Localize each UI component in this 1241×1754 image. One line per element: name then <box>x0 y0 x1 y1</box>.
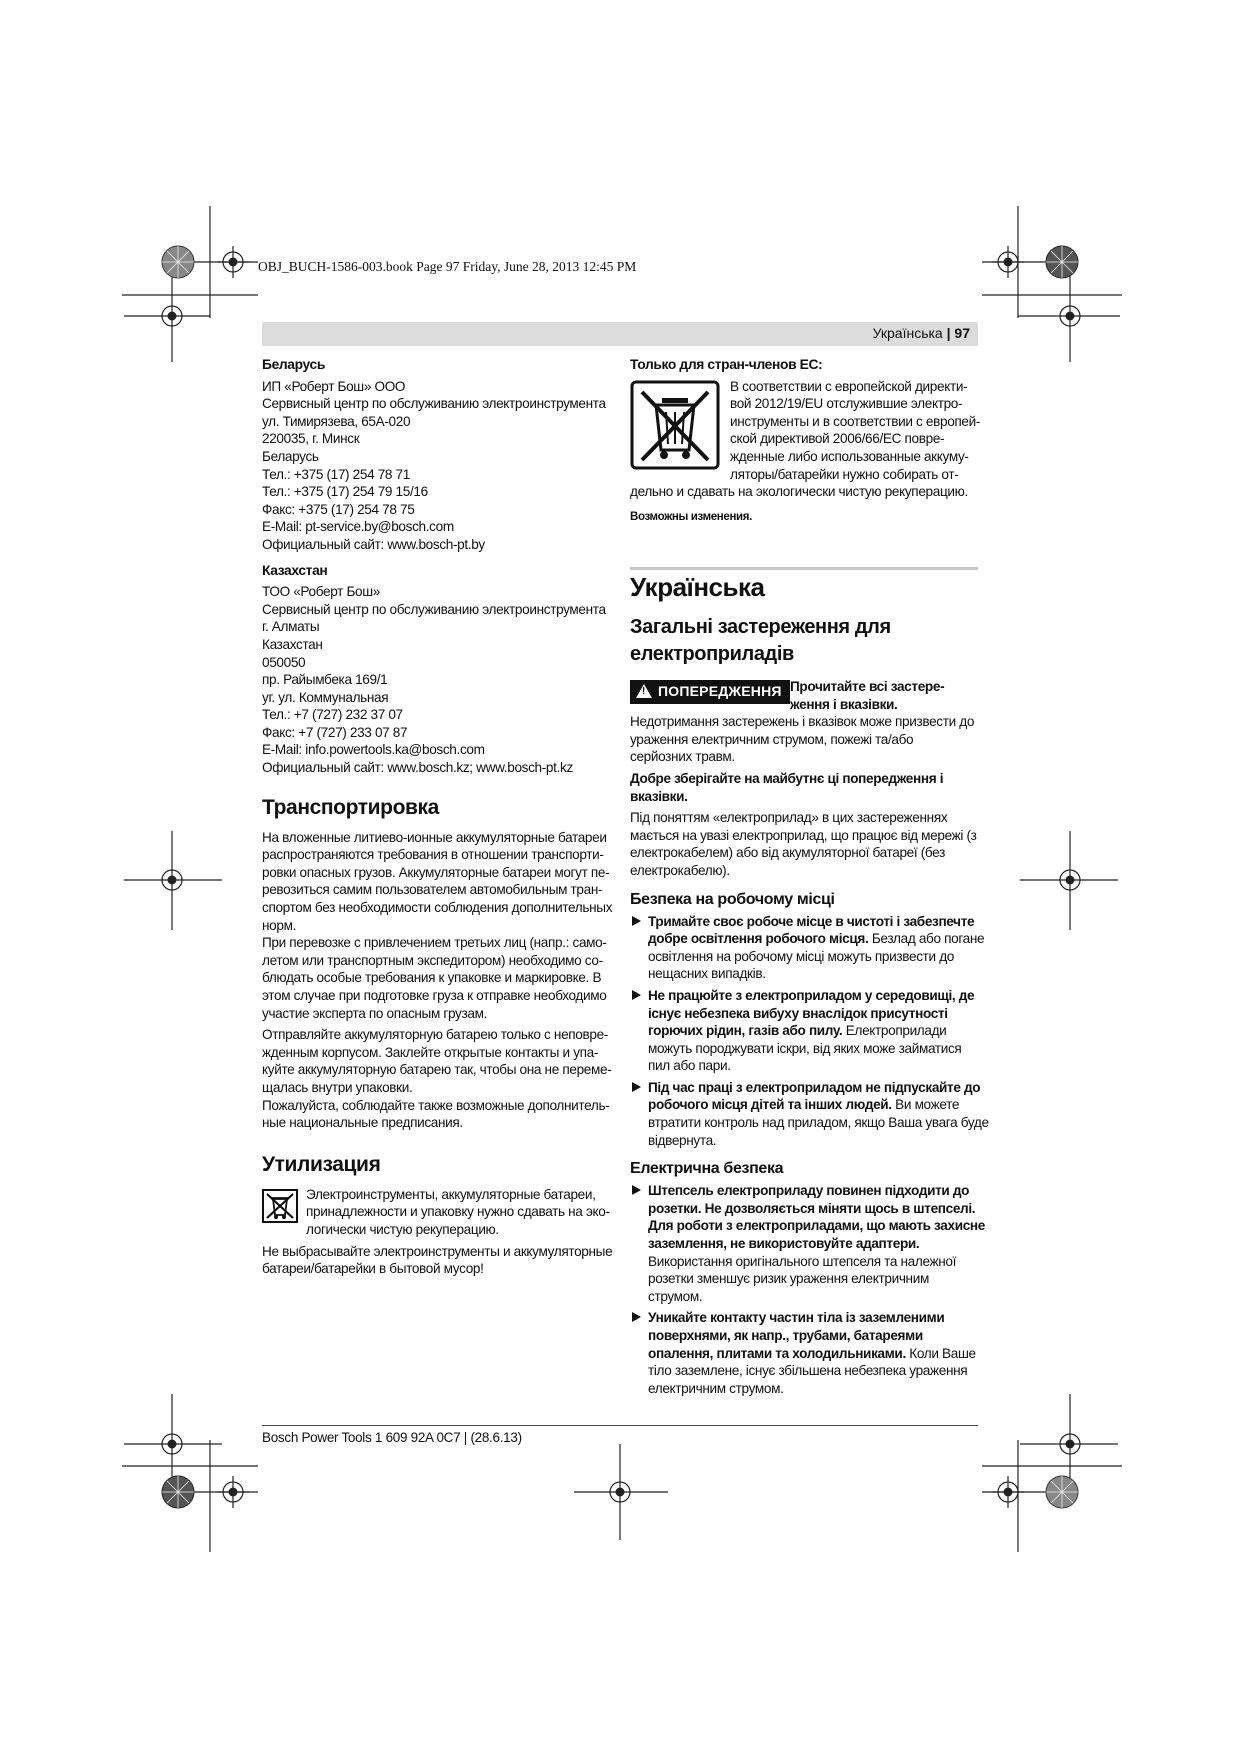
bullet-item <box>630 1079 989 1149</box>
heading-line: Загальні застереження для <box>630 616 891 638</box>
text-line: Недотримання застережень і вказівок може призвести до <box>630 714 975 730</box>
transport-paragraph <box>262 829 612 935</box>
text-line: Тримайте своє робоче місце в чистоті і забезпечте <box>648 913 975 929</box>
text-line: Штепсель електроприладу повинен підходити до <box>648 1183 970 1199</box>
kazakhstan-line: Сервисный центр по обслуживанию электроинструмента <box>262 601 606 617</box>
crossed-bin-icon <box>630 380 720 470</box>
header-text <box>873 325 970 341</box>
text-line: робочого місця дітей та інших людей. <box>648 1097 892 1113</box>
text-line: При перевозке с привлечением третьих лиц (напр.: само- <box>262 935 607 951</box>
text-line: ляторы/батарейки нужно собирать от- <box>730 466 959 482</box>
section-rule <box>630 567 978 570</box>
text-line: тіло заземлене, існує збільшена небезпека ураження <box>648 1363 968 1379</box>
text-line: Під час праці з електроприладом не підпускайте до <box>648 1079 981 1095</box>
text-line: Уникайте контакту частин тіла із заземленими <box>648 1310 945 1326</box>
text-line: струмом. <box>648 1288 703 1304</box>
print-info: OBJ_BUCH-1586-003.book Page 97 Friday, June 28, 2013 12:45 PM <box>258 259 637 274</box>
text-line: жденным корпусом. Заклейте открытые контакты и упа- <box>262 1044 599 1060</box>
belarus-line: ИП «Роберт Бош» ООО <box>262 378 406 394</box>
text-line: серйозних травм. <box>630 749 735 765</box>
belarus-line: Официальный сайт: www.bosch-pt.by <box>262 536 485 552</box>
text-line: логически чистую рекуперацию. <box>306 1221 499 1237</box>
text-line: Використання оригінального штепселя та належної <box>648 1253 957 1269</box>
text-line: участие эксперта по опасным грузам. <box>262 1005 488 1021</box>
warning-text: ження і вказівки. <box>790 696 898 712</box>
footer-rule <box>262 1425 978 1426</box>
text-line: електричним струмом. <box>648 1380 784 1396</box>
disposal-paragraph <box>262 1243 612 1278</box>
text-line: розетки зменшує ризик ураження електричним <box>648 1271 929 1287</box>
text-line: опалення, плитами та холодильниками. <box>648 1345 906 1361</box>
text-line: горючих рідин, газів або пилу. <box>648 1023 843 1039</box>
text-line: ровки опасных грузов. Аккумуляторные батареи могут пе- <box>262 864 610 880</box>
belarus-address <box>262 378 612 554</box>
changes-note: Возможны изменения. <box>630 510 752 523</box>
header-section: Українська <box>872 325 943 341</box>
bullet-item <box>630 913 985 983</box>
text-line: ураження електричним струмом, пожежі та/або <box>630 731 914 747</box>
footer: Bosch Power Tools 1 609 92A 0C7 | (28.6.13) <box>262 1430 522 1445</box>
text-line: Для роботи з електроприладами, що мають захисне <box>648 1218 985 1234</box>
left-column <box>262 356 612 1278</box>
text-line: Безлад або погане <box>868 931 985 947</box>
kazakhstan-line: г. Алматы <box>262 619 320 635</box>
text-line: заземлення, не використовуйте адаптери. <box>648 1236 920 1252</box>
text-line: Не выбрасывайте электроинструменты и аккумуляторные <box>262 1243 613 1259</box>
kazakhstan-line: пр. Райымбека 169/1 <box>262 672 388 688</box>
text-line: Электроинструменты, аккумуляторные батареи, <box>306 1186 596 1202</box>
text-line: этом случае при подготовке груза к отправке необходимо <box>262 988 607 1003</box>
belarus-heading: Беларусь <box>262 357 325 372</box>
definition-paragraph <box>630 809 980 879</box>
crossed-bin-icon <box>262 1189 298 1223</box>
text-line: Ви можете <box>891 1097 960 1113</box>
workplace-heading: Безпека на робочому місці <box>630 890 835 908</box>
text-line: блюдать особые требования к упаковке и маркировке. В <box>262 970 602 986</box>
warning-text: Прочитайте всі застере- <box>790 679 945 694</box>
text-line: поверхнями, як напр., трубами, батареями <box>648 1328 923 1343</box>
text-line: инструменты и в соответствии с европей- <box>730 413 981 429</box>
text-line: жденные либо использованные аккуму- <box>730 448 969 464</box>
warning-badge <box>630 680 790 704</box>
text-line: нещасних випадків. <box>648 966 766 982</box>
disposal-icon-block <box>262 1186 612 1239</box>
bullet-item <box>630 1309 980 1397</box>
warning-symbol: ! <box>642 686 646 697</box>
kazakhstan-heading: Казахстан <box>262 562 328 578</box>
text-line: освітлення на робочому місці можуть призвести до <box>648 948 954 964</box>
text-line: Не працюйте з електроприладом у середовищі, де <box>648 987 975 1003</box>
ukr-title: Українська <box>630 572 765 602</box>
belarus-line: Сервисный центр по обслуживанию электроинструмента <box>262 396 606 412</box>
text-line: відвернута. <box>648 1132 717 1148</box>
kazakhstan-line: уг. ул. Коммунальная <box>262 689 389 705</box>
text-line: норм. <box>262 917 297 933</box>
belarus-line: 220035, г. Минск <box>262 431 360 447</box>
bullet-arrow-icon <box>632 1312 641 1322</box>
belarus-line: Тел.: +375 (17) 254 78 71 <box>262 466 410 482</box>
kazakhstan-line: Казахстан <box>262 636 323 652</box>
text-line: спортом без необходимости соблюдения дополнительных <box>262 900 613 916</box>
right-column <box>630 356 980 526</box>
text-line: Коли Ваше <box>905 1345 976 1361</box>
text-line: принадлежности и упаковку нужно сдавать на эко- <box>306 1204 610 1220</box>
text-line: В соответствии с европейской директи- <box>730 378 968 394</box>
bullet-arrow-icon <box>632 916 641 926</box>
right-column-ukr <box>630 572 989 1401</box>
eu-icon-block <box>630 378 980 484</box>
general-heading <box>630 614 980 668</box>
text-line: ревозиться самим пользователем автомобильным тран- <box>262 882 603 898</box>
text-line: На вложенные литиево-ионные аккумуляторные батареи <box>262 829 607 845</box>
bullet-item <box>630 1182 985 1305</box>
page-header <box>262 322 978 346</box>
text-line: електрокабелю). <box>630 862 730 878</box>
transport-heading: Транспортировка <box>262 795 439 819</box>
text-line: ской директивой 2006/66/EC повре- <box>730 431 945 447</box>
kazakhstan-line: Тел.: +7 (727) 232 37 07 <box>262 707 403 723</box>
kazakhstan-line: E-Mail: info.powertools.ka@bosch.com <box>262 742 485 758</box>
text-line: щалась внутри упаковки. <box>262 1079 413 1095</box>
text-line: вказівки. <box>630 788 688 804</box>
text-line: втратити контроль над приладом, якщо Ваша увага буде <box>648 1115 989 1131</box>
text-line: куйте аккумуляторную батарею так, чтобы она не переме- <box>262 1062 612 1078</box>
belarus-line: E-Mail: pt-service.by@bosch.com <box>262 519 454 535</box>
eu-heading: Только для стран-членов ЕС: <box>630 357 823 372</box>
belarus-line: Тел.: +375 (17) 254 79 15/16 <box>262 484 428 500</box>
warning-badge-label: ПОПЕРЕДЖЕННЯ <box>658 683 782 699</box>
text-line: електрокабелем) або від акумуляторної батареї (без <box>630 845 945 861</box>
transport-paragraph <box>262 1026 612 1132</box>
text-line: існує небезпека вибуху внаслідок присутності <box>648 1005 948 1021</box>
text-line: ные национальные предписания. <box>262 1115 463 1131</box>
text-line: можуть породжувати іскри, від яких може займатися <box>648 1040 962 1056</box>
heading-line: електроприладів <box>630 643 794 665</box>
disposal-heading: Утилизация <box>262 1152 381 1176</box>
bullet-arrow-icon <box>632 990 641 1000</box>
text-line: Добре зберігайте на майбутнє ці попередження і <box>630 770 944 786</box>
kazakhstan-line: ТОО «Роберт Бош» <box>262 584 381 600</box>
keep-instructions <box>630 770 980 805</box>
electric-heading: Електрична безпека <box>630 1160 784 1178</box>
text-line: добре освітлення робочого місця. <box>648 931 869 947</box>
kazakhstan-line: Официальный сайт: www.bosch.kz; www.bosch-pt.kz <box>262 760 573 776</box>
text-line: Електроприлади <box>842 1023 947 1039</box>
text-line: вой 2012/19/EU отслужившие электро- <box>730 396 963 412</box>
bullet-arrow-icon <box>632 1082 641 1092</box>
warning-block <box>630 678 980 713</box>
bullet-arrow-icon <box>632 1185 641 1195</box>
text-line: Пожалуйста, соблюдайте также возможные дополнитель- <box>262 1097 610 1113</box>
kazakhstan-address <box>262 583 612 777</box>
text-line: дельно и сдавать на экологически чистую рекуперацию. <box>630 484 968 500</box>
belarus-line: ул. Тимирязева, 65А-020 <box>262 413 411 429</box>
text-line: розетки. Не дозволяється міняти щось в штепселі. <box>648 1200 976 1216</box>
text-line: мається на увазі електроприлад, що працює від мережі (з <box>630 827 977 843</box>
text-line: летом или транспортным экспедитором) необходимо со- <box>262 952 603 968</box>
text-line: Отправляйте аккумуляторную батарею только с неповре- <box>262 1027 608 1043</box>
belarus-line: Факс: +375 (17) 254 78 75 <box>262 501 415 517</box>
text-line: батареи/батарейки в бытовой мусор! <box>262 1261 484 1277</box>
page-number: 97 <box>954 325 970 341</box>
text-line: пил або пари. <box>648 1058 731 1074</box>
kazakhstan-line: Факс: +7 (727) 233 07 87 <box>262 724 408 740</box>
text-line: Під поняттям «електроприлад» в цих застереженнях <box>630 810 948 826</box>
bullet-item <box>630 987 980 1075</box>
warning-paragraph <box>630 713 980 766</box>
transport-paragraph <box>262 934 612 1022</box>
text-line: распространяются требования в отношении транспорти- <box>262 847 604 863</box>
kazakhstan-line: 050050 <box>262 654 306 670</box>
belarus-line: Беларусь <box>262 448 319 464</box>
header-separator: | <box>946 325 951 341</box>
warning-triangle-icon <box>636 684 652 698</box>
